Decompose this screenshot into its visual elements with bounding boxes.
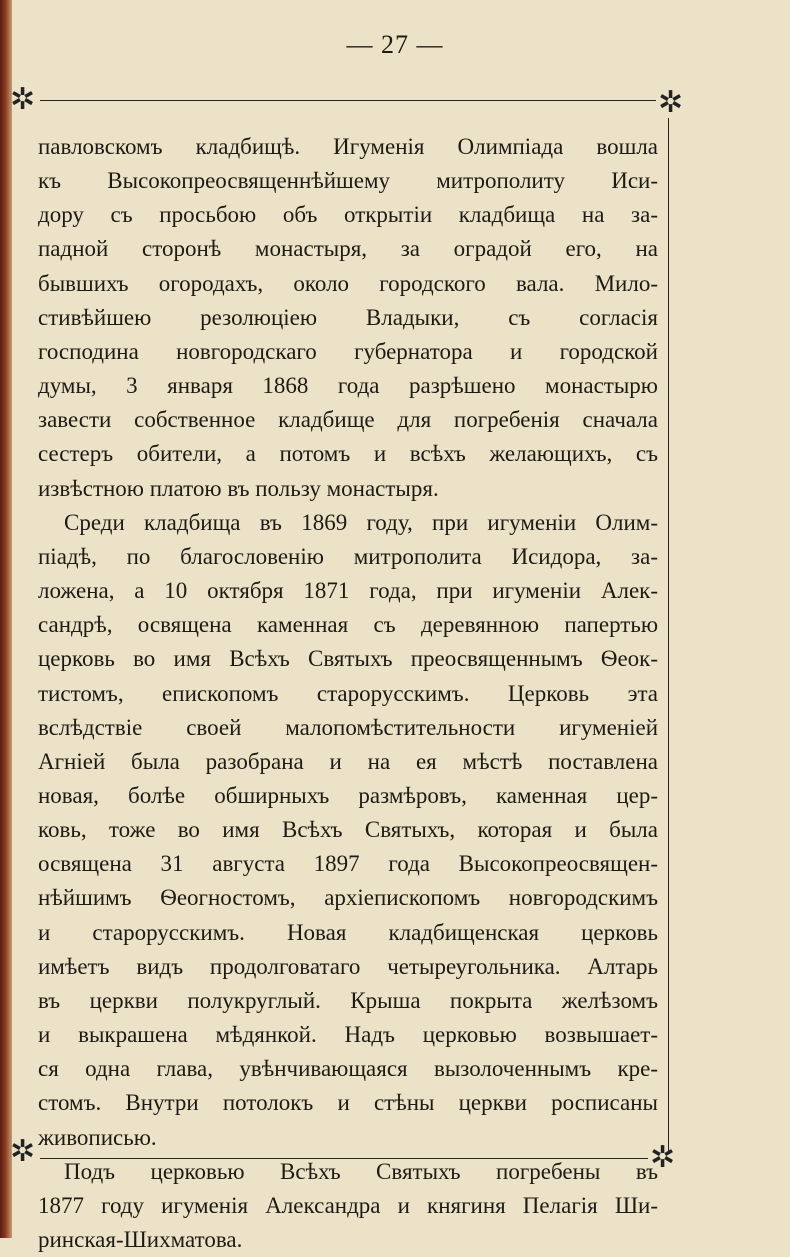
- text-line: ринская-Шихматова.: [38, 1227, 243, 1252]
- text-line: и выкрашена мѣдянкой. Надъ церковью возвышает-: [38, 1022, 658, 1048]
- text-line: имѣетъ видъ продолговатаго четыреугольника. Алтарь: [38, 953, 658, 979]
- text-line: ложена, а 10 октября 1871 года, при игуменіи Алек-: [38, 578, 658, 604]
- text-line: церковь во имя Всѣхъ Святыхъ преосвященнымъ Ѳеок-: [38, 646, 658, 672]
- text-line: стомъ. Внутри потолокъ и стѣны церкви росписаны: [38, 1090, 658, 1116]
- ornament-top-right-icon: ✲: [658, 86, 684, 119]
- bottom-rule: [40, 1158, 648, 1159]
- text-line: и старорусскимъ. Новая кладбищенская церковь: [38, 919, 658, 945]
- text-line: стивѣйшею резолюціею Владыки, съ согласія: [38, 304, 658, 330]
- text-line: бывшихъ огородахъ, около городского вала. Мило-: [38, 270, 658, 296]
- text-line: тистомъ, епископомъ старорусскимъ. Церковь эта: [38, 680, 658, 706]
- text-line: нѣйшимъ Ѳеогностомъ, архіепископомъ новгородскимъ: [38, 885, 658, 911]
- text-line: новая, болѣе обширныхъ размѣровъ, каменная цер-: [38, 782, 658, 808]
- text-line: завести собственное кладбище для погребенія сначала: [38, 407, 658, 433]
- ornament-bottom-left-icon: ✲: [10, 1135, 36, 1168]
- text-line: освящена 31 августа 1897 года Высокопреосвящен-: [38, 851, 658, 877]
- text-line: піадѣ, по благословенію митрополита Исидора, за-: [38, 543, 658, 569]
- ornament-top-left-icon: ✲: [10, 83, 36, 116]
- paragraph: [38, 130, 658, 506]
- text-line: извѣстною платою въ пользу монастыря.: [38, 475, 439, 501]
- paragraph: [38, 506, 658, 1155]
- text-line: ся одна глава, увѣнчивающаяся вызолоченнымъ кре-: [38, 1056, 658, 1082]
- ornament-bottom-right-icon: ✲: [650, 1141, 676, 1174]
- right-border-line: [668, 118, 669, 1153]
- text-line: сестеръ обители, а потомъ и всѣхъ желающихъ, съ: [38, 441, 658, 467]
- book-spine-edge: [0, 0, 12, 1238]
- text-line: господина новгородскаго губернатора и городской: [38, 338, 658, 364]
- text-line: къ Высокопреосвященнѣйшему митрополиту Иси-: [38, 168, 658, 194]
- text-line: дору съ просьбою объ открытіи кладбища на за-: [38, 202, 658, 228]
- text-line: сандрѣ, освящена каменная съ деревянною папертью: [38, 612, 658, 638]
- text-line: въ церкви полукруглый. Крыша покрыта желѣзомъ: [38, 987, 658, 1013]
- top-rule: [40, 100, 656, 101]
- text-line: живописью.: [38, 1124, 157, 1150]
- body-text: [38, 130, 658, 1257]
- text-line: думы, 3 января 1868 года разрѣшено монастырю: [38, 373, 658, 399]
- text-line: Агніей была разобрана и на ея мѣстѣ поставлена: [38, 748, 658, 774]
- paragraph: [38, 1155, 658, 1257]
- text-line: 1877 году игуменія Александра и княгиня Пелагія Ши-: [38, 1192, 658, 1218]
- text-line: Среди кладбища въ 1869 году, при игуменіи Олим-: [64, 509, 658, 535]
- text-line: вслѣдствіе своей малопомѣстительности игуменіей: [38, 714, 658, 740]
- page-number: — 27 —: [346, 30, 444, 59]
- text-line: павловскомъ кладбищѣ. Игуменія Олимпіада вошла: [38, 134, 658, 159]
- text-line: ковь, тоже во имя Всѣхъ Святыхъ, которая и была: [38, 817, 658, 843]
- text-line: падной сторонѣ монастыря, за оградой его, на: [38, 236, 658, 262]
- text-line: Подъ церковью Всѣхъ Святыхъ погребены въ: [64, 1158, 658, 1184]
